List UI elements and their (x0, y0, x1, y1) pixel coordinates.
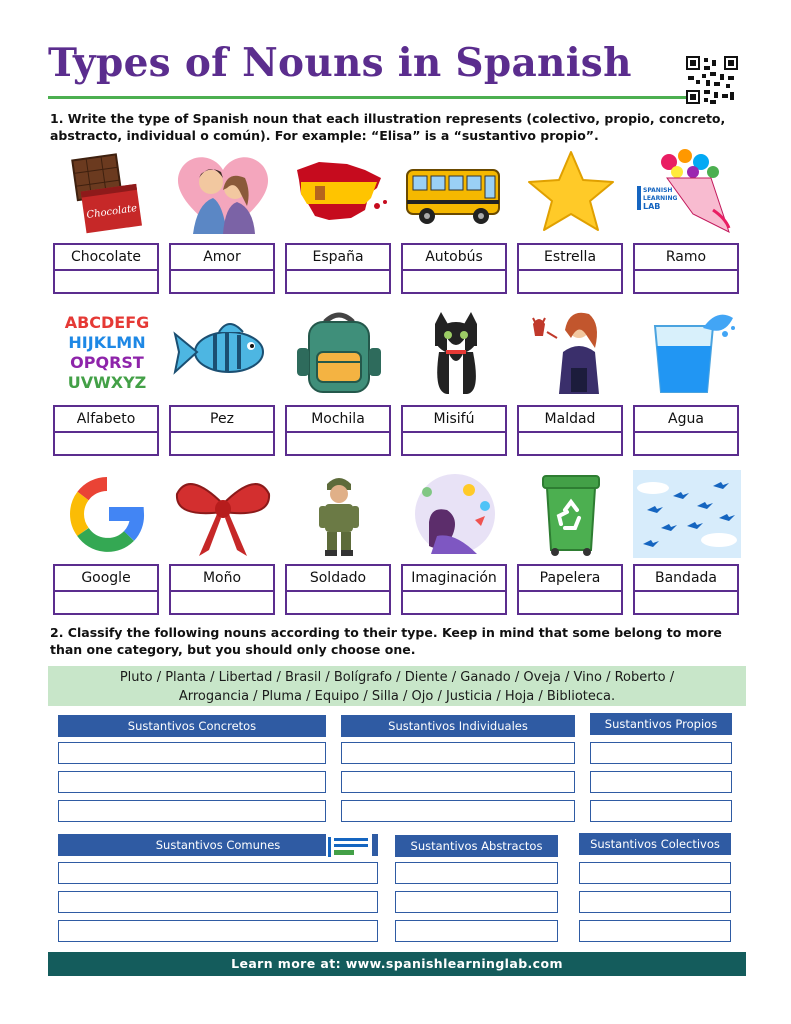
word-bank-line-2: Arrogancia / Pluma / Equipo / Silla / Ojo / Justicia / Hoja / Biblioteca. (178, 689, 616, 704)
answer-line-abstractos-1[interactable] (395, 862, 558, 884)
answer-box-papelera[interactable] (517, 564, 623, 615)
title-underline (48, 96, 738, 99)
word-label: Agua (635, 407, 737, 433)
word-label: Estrella (519, 245, 621, 271)
answer-line-propios-1[interactable] (590, 742, 732, 764)
water-glass-icon (633, 308, 741, 396)
word-label: Google (55, 566, 157, 592)
page-title: Types of Nouns in Spanish (48, 40, 632, 86)
answer-box-misifu[interactable] (401, 405, 507, 456)
couple-icon (169, 148, 277, 236)
star-icon (517, 148, 625, 236)
answer-box-amor[interactable] (169, 243, 275, 294)
header-sustantivos-comunes: Sustantivos Comunes (58, 834, 378, 856)
instruction-part-1: 1. Write the type of Spanish noun that each illustration represents (colectivo, propio, concreto, abstracto, individual o común). For example: “Elisa” is a “sustantivo propio”. (50, 111, 726, 143)
word-label: Mochila (287, 407, 389, 433)
logo-text-learning: LEARNING (643, 195, 678, 202)
answer-box-pez[interactable] (169, 405, 275, 456)
answer-line-abstractos-2[interactable] (395, 891, 558, 913)
backpack-icon (285, 308, 393, 396)
spanish-learning-lab-logo-icon (326, 834, 372, 860)
bus-icon (401, 148, 509, 236)
logo-text-lab: LAB (643, 202, 661, 211)
answer-line-colectivos-3[interactable] (579, 920, 731, 942)
alphabet-row-4: UVWXYZ (67, 373, 147, 392)
logo-text-spanish: SPANISH (643, 187, 673, 194)
alphabet-row-2: HIJKLMN (68, 333, 146, 352)
word-label: Amor (171, 245, 273, 271)
alphabet-icon (53, 308, 161, 396)
word-label: Papelera (519, 566, 621, 592)
answer-line-colectivos-1[interactable] (579, 862, 731, 884)
answer-line-comunes-2[interactable] (58, 891, 378, 913)
answer-box-agua[interactable] (633, 405, 739, 456)
alphabet-row-1: ABCDEFG (64, 313, 150, 332)
answer-line-propios-2[interactable] (590, 771, 732, 793)
alphabet-row-3: OPQRST (70, 353, 144, 372)
answer-line-individuales-1[interactable] (341, 742, 575, 764)
answer-line-concretos-3[interactable] (58, 800, 326, 822)
answer-box-autobus[interactable] (401, 243, 507, 294)
answer-box-bandada[interactable] (633, 564, 739, 615)
word-label: Ramo (635, 245, 737, 271)
answer-line-comunes-1[interactable] (58, 862, 378, 884)
word-label: Pez (171, 407, 273, 433)
soldier-icon (285, 470, 393, 558)
header-sustantivos-propios: Sustantivos Propios (590, 713, 732, 735)
word-label: Bandada (635, 566, 737, 592)
header-sustantivos-concretos: Sustantivos Concretos (58, 715, 326, 737)
answer-box-mono[interactable] (169, 564, 275, 615)
header-sustantivos-individuales: Sustantivos Individuales (341, 715, 575, 737)
answer-box-estrella[interactable] (517, 243, 623, 294)
header-sustantivos-abstractos: Sustantivos Abstractos (395, 835, 558, 857)
answer-box-chocolate[interactable] (53, 243, 159, 294)
footer-website-link[interactable]: Learn more at: www.spanishlearninglab.com (48, 952, 746, 976)
header-sustantivos-colectivos: Sustantivos Colectivos (579, 833, 731, 855)
imagination-icon (401, 470, 509, 558)
word-label: Misifú (403, 407, 505, 433)
answer-line-concretos-1[interactable] (58, 742, 326, 764)
answer-box-espana[interactable] (285, 243, 391, 294)
word-bank-line-1: Pluto / Planta / Libertad / Brasil / Bolígrafo / Diente / Ganado / Oveja / Vino / Roberto / (119, 670, 675, 685)
answer-line-abstractos-3[interactable] (395, 920, 558, 942)
recycle-bin-icon (517, 470, 625, 558)
word-label: Imaginación (403, 566, 505, 592)
answer-box-soldado[interactable] (285, 564, 391, 615)
answer-box-mochila[interactable] (285, 405, 391, 456)
word-label: España (287, 245, 389, 271)
answer-box-alfabeto[interactable] (53, 405, 159, 456)
bow-icon (169, 470, 277, 558)
answer-line-individuales-2[interactable] (341, 771, 575, 793)
answer-line-concretos-2[interactable] (58, 771, 326, 793)
svg-text:Chocolate: Chocolate (85, 203, 138, 222)
fish-icon (169, 308, 277, 396)
evil-woman-icon (517, 308, 625, 396)
qr-code-icon[interactable] (686, 56, 738, 104)
answer-box-ramo[interactable] (633, 243, 739, 294)
answer-line-propios-3[interactable] (590, 800, 732, 822)
cat-icon (401, 308, 509, 396)
word-label: Alfabeto (55, 407, 157, 433)
spain-map-icon (285, 148, 393, 236)
answer-line-colectivos-2[interactable] (579, 891, 731, 913)
answer-box-maldad[interactable] (517, 405, 623, 456)
answer-box-imaginacion[interactable] (401, 564, 507, 615)
bouquet-icon (633, 148, 741, 236)
bird-flock-icon (633, 470, 741, 558)
word-label: Autobús (403, 245, 505, 271)
answer-box-google[interactable] (53, 564, 159, 615)
word-label: Moño (171, 566, 273, 592)
answer-line-individuales-3[interactable] (341, 800, 575, 822)
word-bank (48, 666, 746, 706)
google-logo-icon (53, 470, 161, 558)
word-label: Chocolate (55, 245, 157, 271)
word-label: Maldad (519, 407, 621, 433)
instruction-part-2: 2. Classify the following nouns according to their type. Keep in mind that some belong to more than one category, but you should only choose one. (50, 625, 722, 657)
chocolate-icon (53, 148, 161, 236)
answer-line-comunes-3[interactable] (58, 920, 378, 942)
word-label: Soldado (287, 566, 389, 592)
